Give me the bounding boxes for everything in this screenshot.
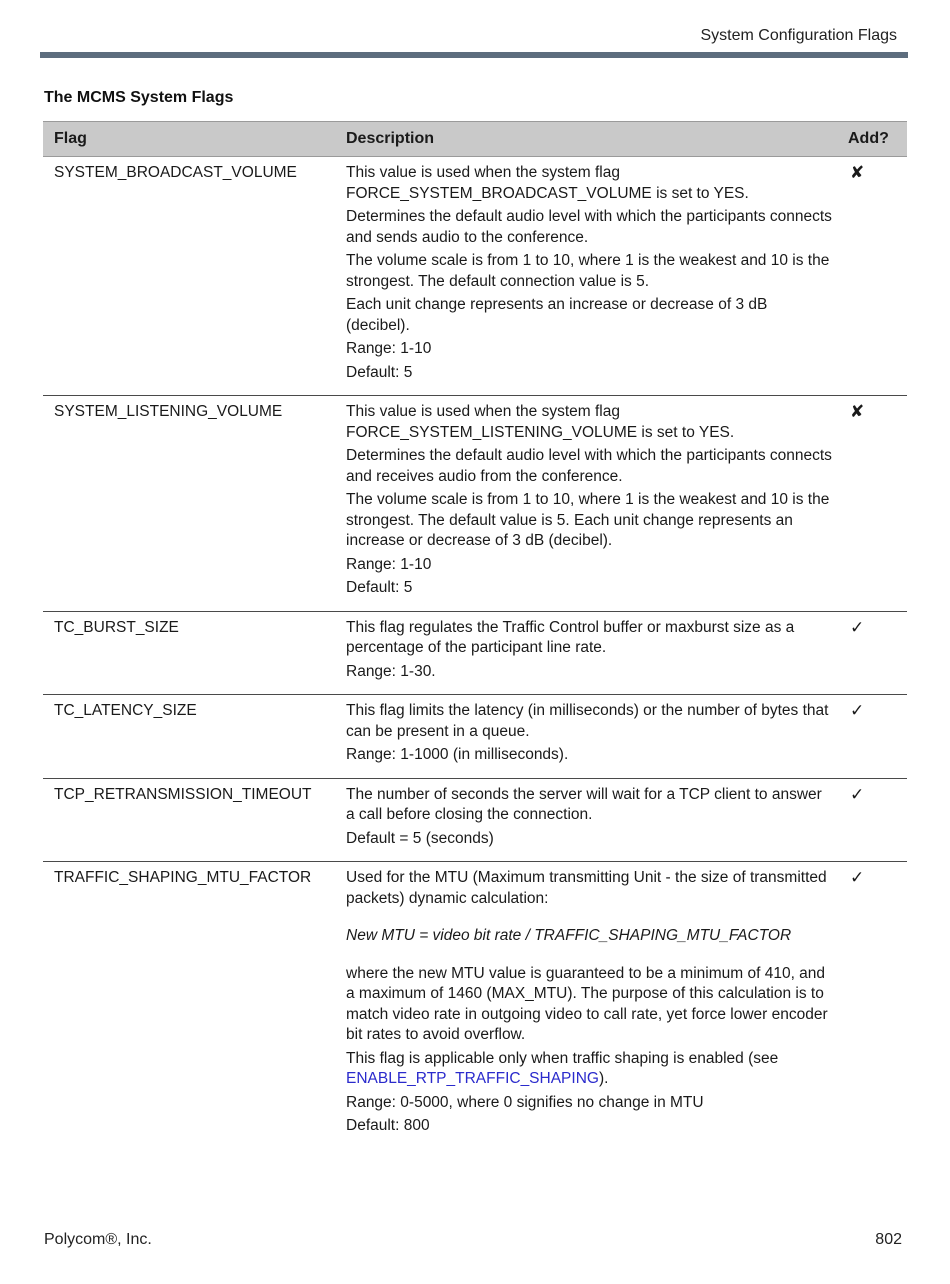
column-header-flag: Flag (43, 122, 335, 157)
check-mark-icon: ✓ (840, 695, 907, 779)
description-line: Range: 1-1000 (in milliseconds). (346, 746, 569, 763)
description-line: Used for the MTU (Maximum transmitting Unit - the size of transmitted packets) dynamic calculation: (346, 869, 827, 907)
description-line: Default: 5 (346, 363, 413, 381)
flag-description (335, 396, 840, 612)
header-title: System Configuration Flags (700, 27, 897, 44)
description-line (346, 1049, 834, 1090)
check-mark-icon: ✓ (840, 611, 907, 695)
table-row (43, 862, 907, 1149)
flag-description (335, 611, 840, 695)
flag-name: TCP_RETRANSMISSION_TIMEOUT (43, 778, 335, 862)
description-line: This value is used when the system flag FORCE_SYSTEM_LISTENING_VOLUME is set to YES. (346, 403, 735, 441)
table-row (43, 778, 907, 862)
header-rule (40, 52, 908, 58)
description-line: Each unit change represents an increase or decrease of 3 dB (decibel). (346, 296, 768, 334)
flag-name: SYSTEM_LISTENING_VOLUME (43, 396, 335, 612)
description-line: Default: 800 (346, 1117, 430, 1134)
description-line: Determines the default audio level with which the participants connects and receives audio from the conference. (346, 447, 832, 485)
flag-description (335, 695, 840, 779)
description-line: This flag regulates the Traffic Control buffer or maxburst size as a percentage of the participant line rate. (346, 618, 795, 656)
description-line: Range: 1-10 (346, 340, 432, 357)
flag-name: TRAFFIC_SHAPING_MTU_FACTOR (54, 869, 312, 886)
description-line: The volume scale is from 1 to 10, where 1 is the weakest and 10 is the strongest. The default connection value is 5. (346, 252, 830, 290)
footer-company: Polycom®, Inc. (44, 1231, 152, 1248)
flag-description (335, 778, 840, 862)
description-line: Default: 5 (346, 579, 413, 596)
cross-mark-icon: ✘ (840, 157, 907, 396)
mtu-formula: New MTU = video bit rate / TRAFFIC_SHAPING_MTU_FACTOR (346, 927, 792, 944)
page-number: 802 (875, 1231, 902, 1248)
table-row (43, 157, 907, 396)
description-line: Range: 1-10 (346, 555, 432, 573)
description-line: where the new MTU value is guaranteed to be a minimum of 410, and a maximum of 1460 (MAX_MTU). The purpose of this calculation is to match video rate in outgoing video to call rate, yet force lower encoder bit rates to avoid overflow. (346, 964, 828, 1043)
flag-description (335, 157, 840, 396)
table-row (43, 611, 907, 695)
section-title: The MCMS System Flags (44, 89, 234, 106)
description-line: The volume scale is from 1 to 10, where 1 is the weakest and 10 is the strongest. The default value is 5. Each unit change represents an increase or decrease of 3 dB (decibel). (346, 491, 830, 549)
table-row (43, 695, 907, 779)
enable-rtp-traffic-shaping-link[interactable]: ENABLE_RTP_TRAFFIC_SHAPING (346, 1070, 599, 1087)
flag-name: TC_LATENCY_SIZE (43, 695, 335, 779)
description-text: This flag is applicable only when traffic shaping is enabled (see (346, 1049, 779, 1067)
description-line: This flag limits the latency (in milliseconds) or the number of bytes that can be present in a queue. (346, 702, 829, 740)
flag-name: SYSTEM_BROADCAST_VOLUME (43, 157, 335, 396)
table-row (43, 396, 907, 612)
column-header-description: Description (335, 122, 840, 157)
description-line: Range: 0-5000, where 0 signifies no change in MTU (346, 1093, 704, 1111)
description-line: The number of seconds the server will wait for a TCP client to answer a call before closing the connection. (346, 785, 822, 823)
description-line: Range: 1-30. (346, 662, 436, 680)
column-header-add: Add? (840, 122, 907, 157)
description-line: Default = 5 (seconds) (346, 829, 494, 847)
flags-table (43, 121, 907, 1149)
check-mark-icon: ✓ (840, 778, 907, 862)
description-line: Determines the default audio level with which the participants connects and sends audio to the conference. (346, 208, 832, 246)
cross-mark-icon: ✘ (840, 396, 907, 612)
table-header-row (43, 122, 907, 157)
flag-name: TC_BURST_SIZE (43, 611, 335, 695)
description-line: This value is used when the system flag FORCE_SYSTEM_BROADCAST_VOLUME is set to YES. (346, 164, 749, 202)
description-text: ). (598, 1070, 609, 1087)
check-mark-icon: ✓ (850, 868, 865, 887)
flag-description (335, 862, 840, 1149)
